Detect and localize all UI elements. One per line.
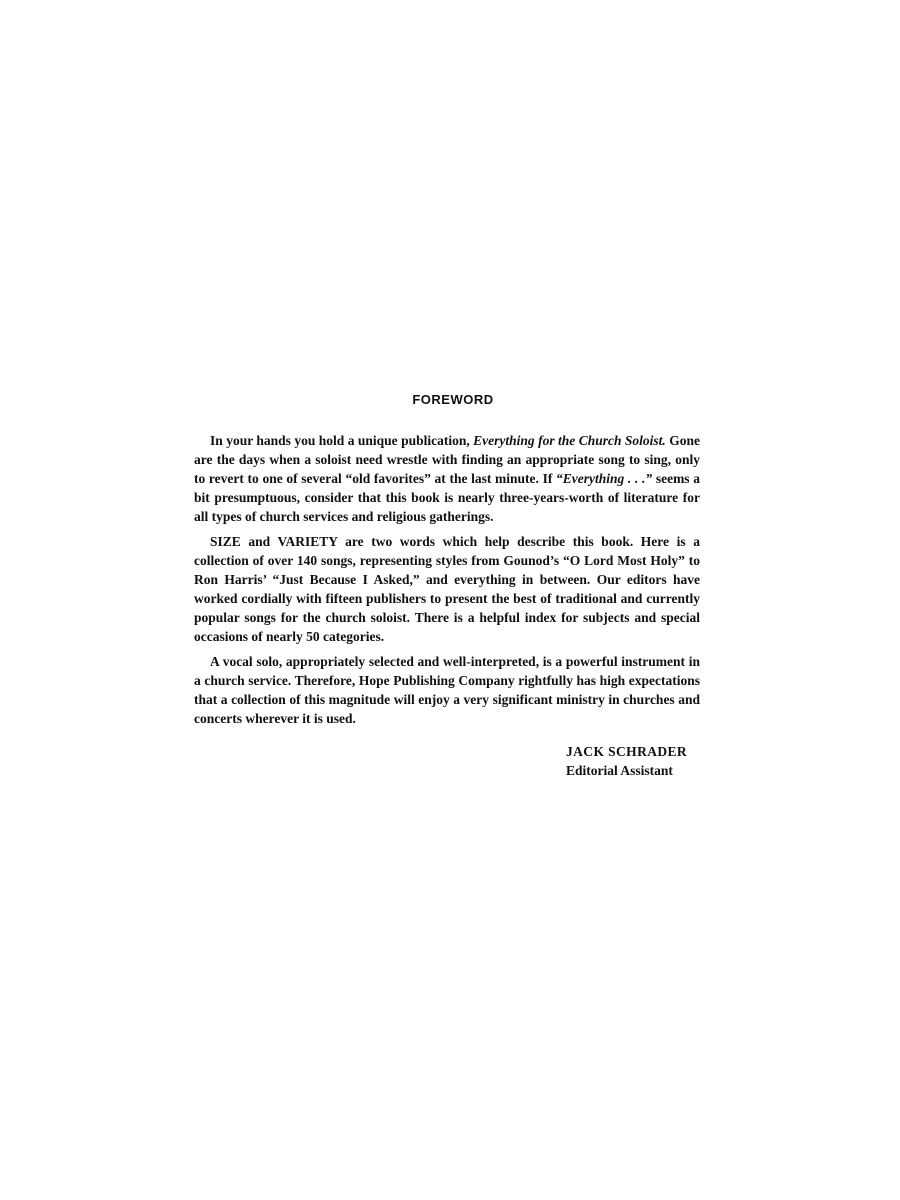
paragraph-intro-text-1: In your hands you hold a unique publication, [210,433,474,448]
paragraph-vocal-solo: A vocal solo, appropriately selected and well-interpreted, is a powerful instrument in a church service. Therefore, Hope Publishing Company rightfully has high expectations that a collection of this magnitude will enjoy a very significant ministry in churches and concerts wherever it is used. [194,654,700,726]
paragraph-intro [194,431,700,526]
signature-role: Editorial Assistant [566,763,673,778]
book-title: Everything for the Church Soloist. [473,433,666,448]
page-title: FOREWORD [412,392,494,407]
paragraph-size-variety: SIZE and VARIETY are two words which help describe this book. Here is a collection of over 140 songs, representing styles from Gounod’s “O Lord Most Holy” to Ron Harris’ “Just Because I Asked,” and everything in between. Our editors have worked cordially with fifteen publishers to present the best of traditional and currently popular songs for the church soloist. There is a helpful index for subjects and special occasions of nearly 50 categories. [194,534,700,644]
paragraph-intro-text-2: Gone are the days when a soloist need wrestle with finding an appropriate song to sing, only to revert to one of several “old favorites” at the last minute. If [194,433,700,486]
signature-block [566,742,700,780]
paragraph-intro-text-3: seems a bit presumptuous, consider that this book is nearly three-years-worth of literature for all types of church services and religious gatherings. [194,471,700,524]
quoted-title: “Everything . . .” [556,471,653,486]
foreword-section [194,392,700,780]
signature-name: JACK SCHRADER [566,744,688,759]
